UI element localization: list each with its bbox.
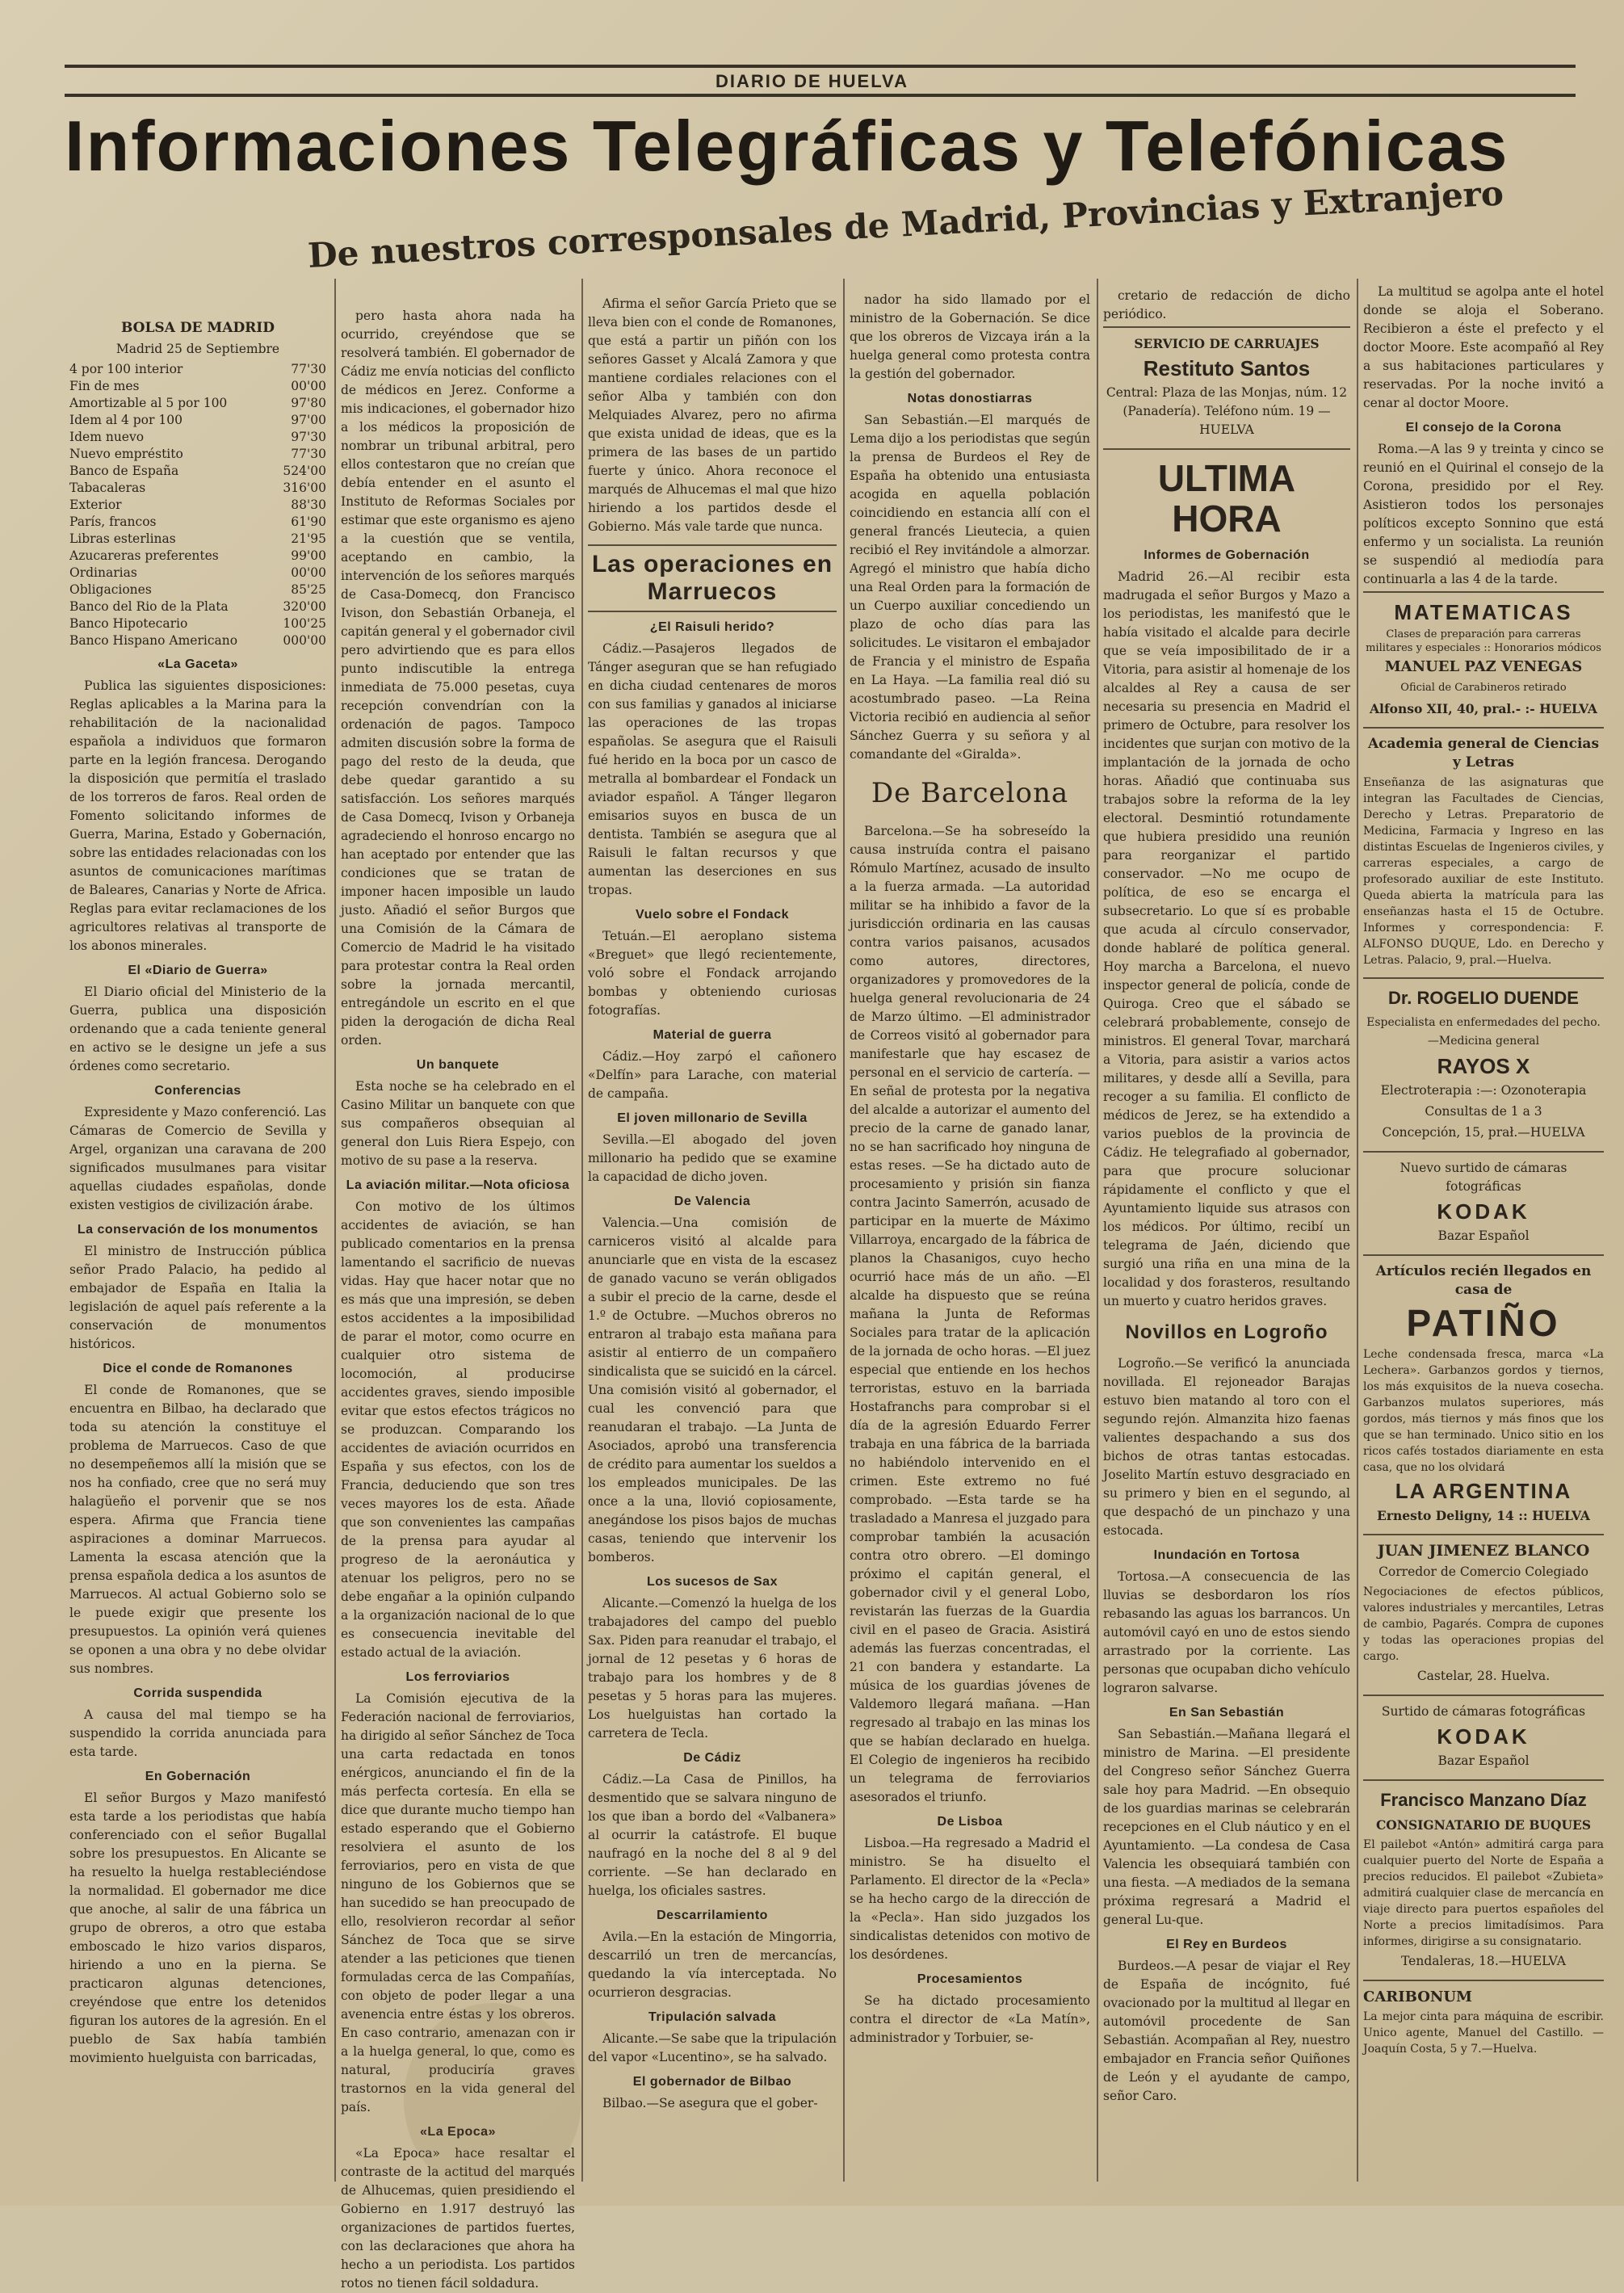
stock-name: Tabacaleras bbox=[69, 481, 146, 495]
bolsa-title: BOLSA DE MADRID bbox=[120, 320, 275, 336]
header-rule-top bbox=[65, 65, 1576, 68]
col4-intro-text: nador ha sido llamado por el ministro de la Gobernación. Se dice que los obreros de Vizcaya irán a la huelga general como protesta contra la gestión del gobernador. bbox=[850, 292, 1090, 381]
stock-value: 88'30 bbox=[291, 498, 326, 512]
consejo-text: Roma.—A las 9 y treinta y cinco se reunió en el Quirinal el consejo de la Corona, presidido por el Rey. Asistieron todos los personajes políticos excepto Sonnino que está enfermo y un socialista. La reunión se suspendió al mediodía para continuarla a las 4 de la tarde. bbox=[1363, 442, 1604, 586]
mat-line1: Clases de preparación para carreras militares y especiales :: Honorarios módicos bbox=[1366, 628, 1601, 654]
sansebastian-text: San Sebastián.—Mañana llegará el ministro de Marina. —El presidente del Congreso señor Sánchez Guerra sale hoy para Madrid. —En obsequio de los guardias marinas se celebrarán recepciones en el Club náutico y en el Ayuntamiento. —La condesa de Casa Valencia les obsequiará también con una fiesta. —A mediados de la semana próxima regresará a Madrid el general Lu-que. bbox=[1103, 1727, 1350, 1927]
fondack-title: Vuelo sobre el Fondack bbox=[635, 908, 789, 922]
barcelona-text: Barcelona.—Se ha sobreseído la causa instruída contra el paisano Rómulo Martínez, acusado de insulto a la fuerza armada. —La autoridad militar se ha inhibido a favor de la jurisdicción ordinaria en las causas contra varios paisanos, acusados como autores, directores, organizadores y promovedores de la huelga general revolucionaria de 24 de Marzo último. —El administrador de Correos visitó al gobernador para manifestarle que hay escasez de personal en el servicio de cartería. —En señal de protesta por la negativa del alcalde a autorizar el aumento del precio de la carne de ganado lanar, no se han sacrificado hoy ninguna de estas reses. —Se ha dictado auto de procesamiento y prisión sin fianza contra Jacinto Samerrón, acusado de participar en la muerte de Máximo Villarroya, encargado de la fábrica de planos la Chasanigos, cuyo hecho ocurrió hace más de un año. —El alcalde ha dispuesto que se reúna mañana la Junta de Reformas Sociales para tratar de la aplicación de la jornada de ocho horas. —El juez especial que entiende en los hechos terroristas, estuvo en la barriada Hostafranchs para comprobar si el día de la agresión Eduardo Ferrer trabaja en una fábrica de la barriada no habiéndolo intervenido en el crimen. Este extremo no fué comprobado. —Esta tarde se ha trasladado a Manresa el juzgado para comprobar también la acusación contra otro obrero. —El domingo próximo el capitán general, el gobernador civil y el general Lobo, revistarán las fuerzas de la Guardia civil en el paseo de Gracia. Asistirá además las fuerzas concentradas, el 21 con bandera y estandarte. La música de los guardias jóvenes de Valdemoro llegará mañana. —Han regresado al trabajo en las minas los que se habían declarado en huelga. El Colegio de ingenieros ha recibido un telegrama de ferroviarios asesorados el triunfo. bbox=[850, 824, 1090, 1804]
stock-name: Libras esterlinas bbox=[69, 531, 176, 546]
stock-name: Banco del Rio de la Plata bbox=[69, 599, 229, 614]
stock-row bbox=[69, 582, 326, 598]
mat-address: Alfonso XII, 40, pral.- :- HUELVA bbox=[1370, 701, 1597, 716]
column-5 bbox=[1103, 287, 1350, 2177]
gobernacion-text: El señor Burgos y Mazo manifestó esta tarde a los periodistas que había conferenciado con el señor Bugallal sobre los presupuestos. En Alicante se ha resuelto la huelga restableciéndose la normalidad. El gobernador me dice que anoche, al salir de una fábrica un grupo de obreros, a otro que estaba emboscado le hizo varios disparos, hiriendo a uno en la pierna. Se practicaron algunas detenciones, creyéndose que entre los detenidos figuran los autores de la agresión. En el pueblo de Sax había también movimiento huelguista con barricadas, bbox=[69, 1791, 326, 2065]
stock-value: 97'30 bbox=[291, 430, 326, 444]
carruajes-name: Restituto Santos bbox=[1143, 356, 1311, 380]
manzano-ad bbox=[1363, 1779, 1604, 1980]
column-3 bbox=[588, 295, 837, 2177]
novillos-text: Logroño.—Se verificó la anunciada novillada. El rejoneador Barajas estuvo bien matando al toro con el segundo rejón. Almanzita hizo faenas valientes despachando a sus dos bichos de otras tantas estocadas. Joselito Martín estuvo desgraciado en su primero y bien en el segundo, al que despachó de un pinchazo y una estocada. bbox=[1103, 1356, 1350, 1538]
stock-row bbox=[69, 378, 326, 395]
stock-row bbox=[69, 412, 326, 429]
donostiarras-title: Notas donostiarras bbox=[907, 392, 1033, 405]
kodak2-brand: KODAK bbox=[1437, 1724, 1530, 1749]
jimenez-text: Negociaciones de efectos públicos, valores industriales y mercantiles, Letras de cambio, Pagarés. Compra de cupones y todas las operaciones propias del cargo. bbox=[1363, 1585, 1604, 1663]
column-4 bbox=[850, 291, 1090, 2177]
bilbao-title: El gobernador de Bilbao bbox=[632, 2075, 792, 2089]
lisboa-title: De Lisboa bbox=[937, 1815, 1003, 1829]
stock-value: 524'00 bbox=[283, 464, 326, 478]
column-1 bbox=[69, 319, 326, 2177]
aviacion-text: Con motivo de los últimos accidentes de aviación, se han publicado comentarios en la prensa lamentando el sacrificio de nuevas vidas. Hay que hacer notar que no es más que una impresión, se deben estos accidentes a la imposibilidad de parar el motor, como ocurre en cualquier otro sistema de locomoción, al producirse accidentes graves, siendo imposible evitar que estos efectos trágicos no se produzcan. Comparando los accidentes de aviación ocurridos en España y sus efectos, con los de Francia, deduciendo que son tres veces mayores los de esta. Añade que son convenientes las campañas de la prensa para ayudar al progreso de la aeronáutica y atenuar los peligros, pero no se debe engañar a la opinión culpando a la organización nacional de lo que es consecuencia inevitable del estado actual de la aviación. bbox=[341, 1199, 575, 1660]
kodak2-line2: Bazar Español bbox=[1437, 1753, 1530, 1768]
kodak1-brand: KODAK bbox=[1437, 1199, 1530, 1224]
barcelona-title: De Barcelona bbox=[871, 777, 1069, 809]
epoca-title: «La Epoca» bbox=[420, 2125, 496, 2139]
gaceta-title: «La Gaceta» bbox=[157, 657, 238, 671]
carruajes-text: Central: Plaza de las Monjas, núm. 12 (Panadería). Teléfono núm. 19 — HUELVA bbox=[1106, 385, 1348, 437]
cadiz-text: Cádiz.—La Casa de Pinillos, ha desmentido que se salvara ninguno de los que iban a bordo del «Valbanera» al ocurrir la catástrofe. El buque naufragó en la noche del 8 al 9 del corriente. —Se han declarado en huelga, los oficiales sastres. bbox=[588, 1772, 837, 1898]
academia-ad bbox=[1363, 727, 1604, 977]
gobernacion-title: En Gobernación bbox=[145, 1770, 251, 1783]
conferencias-text: Expresidente y Mazo conferenció. Las Cámaras de Comercio de Sevilla y Argel, organizan una caravana de 200 significados musulmanes para visitar aquellas ciudades españolas, donde existen vestigios de civilización árabe. bbox=[69, 1105, 326, 1212]
monumentos-title: La conservación de los monumentos bbox=[77, 1223, 319, 1237]
stock-value: 99'00 bbox=[291, 548, 326, 563]
stock-row bbox=[69, 446, 326, 463]
kodak-ad-1 bbox=[1363, 1151, 1604, 1254]
stock-name: París, francos bbox=[69, 514, 157, 529]
stock-value: 100'25 bbox=[283, 616, 326, 631]
academia-title: Academia general de Ciencias y Letras bbox=[1367, 736, 1600, 771]
stock-value: 320'00 bbox=[283, 599, 326, 614]
header-rule-bottom bbox=[65, 94, 1576, 97]
bilbao-text: Bilbao.—Se asegura que el gober- bbox=[602, 2096, 818, 2110]
material-title: Material de guerra bbox=[653, 1028, 772, 1042]
corrida-title: Corrida suspendida bbox=[133, 1686, 262, 1700]
stock-row bbox=[69, 429, 326, 446]
column-rule bbox=[1097, 279, 1098, 2182]
stock-value: 00'00 bbox=[291, 379, 326, 393]
descarrilamiento-title: Descarrilamiento bbox=[657, 1909, 768, 1922]
stock-value: 77'30 bbox=[291, 362, 326, 376]
tortosa-text: Tortosa.—A consecuencia de las lluvias se desbordaron los ríos rebasando las aguas los barrancos. Un automóvil cayó en uno de estos siendo arrastrado por la corriente. Las personas que ocupaban dicho vehículo lograron salvarse. bbox=[1103, 1569, 1350, 1695]
stock-row bbox=[69, 598, 326, 615]
jimenez-address: Castelar, 28. Huelva. bbox=[1416, 1669, 1551, 1683]
gaceta-text: Publica las siguientes disposiciones: Reglas aplicables a la Marina para la rehabilitación de la nacionalidad española a individuos que formaron parte en la legión francesa. Derogando la disposición que permitía el traslado de los torreros de faros. Real orden de Fomento solicitando informes de Guerra, Marina, Estado y Gobernación, sobre las entidades relacionadas con los asuntos de comunicaciones marítimas de Baleares, Canarias y Norte de Africa. Reglas para evitar reclamaciones de los agricultores relativas al transporte de los abonos minerales. bbox=[69, 678, 326, 953]
stock-row bbox=[69, 548, 326, 565]
romanones-text: El conde de Romanones, que se encuentra en Bilbao, ha declarado que toda su atención la constituye el problema de Marruecos. Caso de que no desempeñemos allí la misión que se nos ha confiado, cree que no será muy halagüeño el porvenir que se nos espera. Afirma que Francia tiene aspiraciones a dominar Marruecos. Lamenta la escasa atención que la prensa española dedica a los asuntos de Marruecos. Al actual Gobierno solo se le puede exigir que presente los presupuestos. La opinión verá quienes se oponen a una obra y no debe olvidar sus nombres. bbox=[69, 1383, 326, 1676]
monumentos-text: El ministro de Instrucción pública señor Prado Palacio, ha pedido al embajador de España en Italia la legislación de aquel país referente a la conservación de monumentos históricos. bbox=[69, 1244, 326, 1351]
fondack-text: Tetuán.—El aeroplano sistema «Breguet» que llegó recientemente, voló sobre el Fondack arrojando bombas y obteniendo curiosas fotografías. bbox=[588, 929, 837, 1018]
mat-name: MANUEL PAZ VENEGAS bbox=[1384, 658, 1583, 675]
tripulacion-title: Tripulación salvada bbox=[648, 2010, 776, 2024]
stock-value: 97'80 bbox=[291, 396, 326, 410]
stock-name: 4 por 100 interior bbox=[69, 362, 183, 376]
manzano-text: El pailebot «Antón» admitirá carga para cualquier puerto del Norte de España a precios reducidos. El pailebot «Zubieta» admitirá cualquier clase de mercancía en viaje directo para puertos españoles del Norte a precios limitadísimos. Para informes, dirigirse a su consignatario. bbox=[1363, 1838, 1604, 1948]
procesamientos-text: Se ha dictado procesamiento contra el director de «La Matín», administrador y Torbuier, se- bbox=[850, 1993, 1090, 2045]
stock-name: Banco Hispano Americano bbox=[69, 633, 238, 648]
stock-value: 97'00 bbox=[291, 413, 326, 427]
conferencias-title: Conferencias bbox=[154, 1084, 241, 1098]
column-2 bbox=[341, 307, 575, 2291]
gob-title: Informes de Gobernación bbox=[1144, 548, 1310, 562]
kodak2-line1: Surtido de cámaras fotográficas bbox=[1381, 1704, 1586, 1719]
page-subtitle: De nuestros corresponsales de Madrid, Provincias y Extranjero bbox=[307, 173, 1505, 275]
guerra-text: El Diario oficial del Ministerio de la Guerra, publica una disposición ordenando que a cada teniente general en activo se le designe un jefe a sus órdenes como secretario. bbox=[69, 985, 326, 1073]
tortosa-title: Inundación en Tortosa bbox=[1153, 1548, 1300, 1562]
stock-value: 00'00 bbox=[291, 565, 326, 580]
patino-address: Ernesto Deligny, 14 :: HUELVA bbox=[1377, 1508, 1590, 1523]
aviacion-title: La aviación militar.—Nota oficiosa bbox=[346, 1178, 570, 1192]
epoca-text: «La Epoca» hace resaltar el contraste de la actitud del marqués de Alhucemas, quien presidiendo el Gobierno en 1.917 destruyó las organizaciones de partidos fuertes, con las declaraciones que ahora ha hecho a un periodista. Los partidos rotos no tienen fácil soldadura. bbox=[341, 2146, 575, 2291]
column-6 bbox=[1363, 283, 1604, 2177]
rogelio-title: Dr. ROGELIO DUENDE bbox=[1388, 988, 1579, 1008]
burdeos-title: El Rey en Burdeos bbox=[1166, 1938, 1287, 1951]
stock-name: Idem nuevo bbox=[69, 430, 145, 444]
carruajes-title: SERVICIO DE CARRUAJES bbox=[1134, 336, 1320, 351]
valencia-title: De Valencia bbox=[674, 1195, 751, 1208]
sax-title: Los sucesos de Sax bbox=[647, 1575, 778, 1589]
stock-list bbox=[69, 361, 326, 649]
cadiz-title: De Cádiz bbox=[683, 1751, 741, 1765]
stock-name: Obligaciones bbox=[69, 582, 152, 597]
stock-row bbox=[69, 395, 326, 412]
ultima-hora-title: ULTIMA HORA bbox=[1157, 457, 1296, 540]
jimenez-line1: Corredor de Comercio Colegiado bbox=[1379, 1564, 1588, 1579]
jimenez-name: JUAN JIMENEZ BLANCO bbox=[1377, 1542, 1590, 1560]
stock-value: 21'95 bbox=[291, 531, 326, 546]
rogelio-line3: Consultas de 1 a 3 bbox=[1425, 1104, 1542, 1119]
column-rule bbox=[1357, 279, 1358, 2182]
rogelio-address: Concepción, 15, prał.—HUELVA bbox=[1382, 1125, 1585, 1140]
column-rule bbox=[334, 279, 336, 2182]
manzano-name: Francisco Manzano Díaz bbox=[1380, 1790, 1587, 1810]
procesamientos-title: Procesamientos bbox=[917, 1972, 1023, 1986]
corrida-text: A causa del mal tiempo se ha suspendido la corrida anunciada para esta tarde. bbox=[69, 1707, 326, 1759]
stock-name: Fin de mes bbox=[69, 379, 140, 393]
caribonum-ad bbox=[1363, 1980, 1604, 2066]
carruajes-ad bbox=[1103, 326, 1350, 450]
stock-row bbox=[69, 615, 326, 632]
stock-row bbox=[69, 531, 326, 548]
ferroviarios-title: Los ferroviarios bbox=[405, 1670, 510, 1684]
marruecos-title: Las operaciones en Marruecos bbox=[588, 544, 837, 612]
column-rule bbox=[843, 279, 845, 2182]
raisuli-text: Cádiz.—Pasajeros llegados de Tánger aseguran que se han refugiado en dicha ciudad centenares de moros con sus familias y ganados al iniciarse las operaciones de las tropas españolas. Se asegura que el Raisuli fué herido en la boca por un casco de metralla al bombardear el Fondack un aviador español. A Tánger llegaron emisarios suyos en busca de un dentista. También se asegura que al Raisuli le faltan recursos y que aumentan las deserciones en sus tropas. bbox=[588, 641, 837, 897]
descarrilamiento-text: Avila.—En la estación de Mingorria, descarriló un tren de mercancías, quedando la vía interceptada. No ocurrieron desgracias. bbox=[588, 1930, 837, 2000]
patino-text: Leche condensada fresca, marca «La Lechera». Garbanzos gordos y tiernos, los más exquisitos de la nueva cosecha. Garbanzos mulatos superiores, más gordos, más tiernos y más finos que los que se han terminado. Unico sitio en los ricos cafés tostados diariamente en esta casa, que no los olvidará bbox=[1363, 1348, 1604, 1474]
tripulacion-text: Alicante.—Se sabe que la tripulación del vapor «Lucentino», se ha salvado. bbox=[588, 2031, 837, 2064]
gob-text: Madrid 26.—Al recibir esta madrugada el señor Burgos y Mazo a los periodistas, les manifestó que le había visitado el alcalde para decirle que se veía imposibilitado de ir a Vitoria, para asistir al homenaje de los alcaldes al Rey a causa de ser necesaria su presencia en Madrid el primero de Octubre, para resolver los incidentes que surjan con motivo de la implantación de la jornada de ocho horas. Añadió que continuaba sus trabajos sobre la reforma de la ley electoral. Desmintió rotundamente que hubiera presidido una reunión para reorganizar el partido conservador. —No me ocupo de política, de eso se encarga el subsecretario. Lo que sí es probable que acuda al círculo conservador, donde hablaré de política general. Hoy marcha a Barcelona, el nuevo inspector general de policía, conde de Quiroga. Creo que el sábado se celebrará probablemente, consejo de ministros. El general Tovar, marchará a Vitoria, para asistir a varios actos militares, y desde allí a Sevilla, para recoger a su familia. El conflicto de médicos de Jerez, se ha extendido a varios pueblos de la provincia de Cádiz. He telegrafiado al gobernador, para que procure solucionar rápidamente el conflicto y que el Ayuntamiento liquide sus atrasos con los médicos. Por último, recibí un telegrama de Jaén, diciendo que surgió una riña en una mina de la localidad y dos forasteros, resultando un muerto y cuatro heridos graves. bbox=[1103, 569, 1350, 1308]
stock-name: Exterior bbox=[69, 498, 122, 512]
stock-row bbox=[69, 480, 326, 497]
patino-ad bbox=[1363, 1254, 1604, 1534]
rogelio-line1: Especialista en enfermedades del pecho.—Medicina general bbox=[1366, 1016, 1601, 1048]
millonario-text: Sevilla.—El abogado del joven millonario ha pedido que se examine la capacidad de dicho joven. bbox=[588, 1132, 837, 1184]
mat-line2: Oficial de Carabineros retirado bbox=[1400, 682, 1567, 694]
banquete-text: Esta noche se ha celebrado en el Casino Militar un banquete con que sus compañeros obsequian al general don Luis Riera Espejo, con motivo de su pase a la reserva. bbox=[341, 1079, 575, 1168]
stock-name: Nuevo empréstito bbox=[69, 447, 183, 461]
donostiarras-text: San Sebastián.—El marqués de Lema dijo a los periodistas que según la prensa de Burdeos el Rey de España ha obtenido una entusiasta acogida en aquella población coincidiendo en estancia allí con el general francés Lieutecia, a quien recibió el Rey invitándole a almorzar. Agregó el ministro que había dicho una Real Orden para la formación de un Cuerpo auxiliar concediendo un plazo de ocho días para las solicitudes. Le visitaron el embajador de Francia y el ministro de España en La Haya. —La familia real dió su acostumbrado paseo. —La Reina Victoria recibió en audiencia al señor Sánchez Guerra y su señora y al comandante del «Giralda». bbox=[850, 413, 1090, 762]
stock-name: Amortizable al 5 por 100 bbox=[69, 396, 228, 410]
patino-line1: Artículos recién llegados en casa de bbox=[1375, 1263, 1592, 1298]
kodak1-line1: Nuevo surtido de cámaras fotográficas bbox=[1399, 1161, 1567, 1194]
rogelio-line2: Electroterapia :—: Ozonoterapia bbox=[1380, 1083, 1587, 1098]
valencia-text: Valencia.—Una comisión de carniceros visitó al alcalde para anunciarle que en vista de la escasez de ganado vacuno se verán obligados a subir el precio de la carne, desde el 1.º de Octubre. —Muchos obreros no entraron al trabajo esta mañana para asistir al entierro de un compañero sindicalista que se suicidó en la cárcel. Una comisión visitó al gobernador, el cual les convenció para que reanudaran el trabajo. —La Junta de Asociados, aprobó una transferencia de crédito para aumentar los sueldos a los empleados municipales. De las once a la una, llovió copiosamente, anegándose los pisos bajos de muchas casas, teniendo que intervenir los bomberos. bbox=[588, 1216, 837, 1564]
stock-name: Banco Hipotecario bbox=[69, 616, 188, 631]
ferroviarios-text: La Comisión ejecutiva de la Federación nacional de ferroviarios, ha dirigido al señor Sánchez de Toca una carta redactada en tonos enérgicos, anunciando el fin de la más perfecta cortesía. En ella se dice que durante mucho tiempo han estado esperando que el Gobierno resolviera el asunto de los ferroviarios, pero en vista de que ninguno de los Gobiernos que se han sucedido se han preocupado de ello, resolvieron recordar al señor Sánchez de Toca que se sirve atender a las peticiones que tienen formuladas cerca de las Compañías, con objeto de poder llegar a una avenencia entre éstas y los obreros. En caso contrario, amenazan con ir a la huelga general, lo que, como es natural, produciría graves trastornos en la vida general del país. bbox=[341, 1691, 575, 2115]
romanones-title: Dice el conde de Romanones bbox=[103, 1362, 293, 1375]
stock-value: 85'25 bbox=[291, 582, 326, 597]
burdeos-text: Burdeos.—A pesar de viajar el Rey de España de incógnito, fué ovacionado por la multitud al llegar en automóvil procedente de San Sebastián. Acompañan al Rey, nuestro embajador en Francia señor Quiñones de León y el ayudante de campo, señor Caro. bbox=[1103, 1959, 1350, 2103]
col2-intro-text: pero hasta ahora nada ha ocurrido, creyéndose que se resolverá también. El gobernador de Cádiz me envía noticias del conflicto de médicos en Jerez. Conforme a mis indicaciones, el gobernador hizo a los médicos la proposición de nombrar un tribunal arbitral, pero ellos contestaron que no creían que debía entender en el asunto el Instituto de Reformas Sociales por estimar que este organismo es ajeno a la cuestión que se ventila, aceptando en cambio, la intervención de los señores marqués de Casa-Domecq, don Francisco Ivison, don Sebastián Orbaneja, el capitán general y el gobernador civil pero advirtiendo que es para ellos punto indiscutible la entrega inmediata de 75.000 pesetas, cuya recepción convendrían con la ordenación de pagos. Tampoco admiten discusión sobre la forma de pago del resto de la deuda, que debe quedar garantido a su satisfacción. Los señores marqués de Casa Domecq, Ivison y Orbaneja agradeciendo el honroso encargo no han aceptado por entender que las condiciones que se tratan de imponer hacen imposible un laudo justo. Añadió el señor Burgos que una Comisión de la Cámara de Comercio de Madrid le ha visitado para protestar contra la Real orden sobre la jornada mercantil, entregándole un escrito en el que piden la derogación de dicha Real orden. bbox=[341, 309, 575, 1048]
academia-text: Enseñanza de las asignaturas que integran las Facultades de Ciencias, Derecho y Letras. Preparatorio de Medicina, Farmacia y Ingreso en las distintas Escuelas de Ingenieros civiles, y carreras especiales, a cargo de profesorado auxiliar de este Instituto. Queda abierta la matrícula para las enseñanzas hasta el 15 de Octubre. Informes y correspondencia: F. ALFONSO DUQUE, Ldo. en Derecho y Letras. Palacio, 9, pral.—Huelva. bbox=[1363, 776, 1604, 967]
manzano-line1: CONSIGNATARIO DE BUQUES bbox=[1375, 1817, 1592, 1833]
lisboa-text: Lisboa.—Ha regresado a Madrid el ministro. Se ha disuelto el Parlamento. El director de la «Pecla» se ha hecho cargo de la dirección de la «Pecla». Han sido juzgados los sindicalistas detenidos con motivo de los desórdenes. bbox=[850, 1836, 1090, 1962]
stock-row bbox=[69, 514, 326, 531]
stock-name: Idem al 4 por 100 bbox=[69, 413, 183, 427]
consejo-title: El consejo de la Corona bbox=[1405, 421, 1562, 435]
col3-intro-text: Afirma el señor García Prieto que se lleva bien con el conde de Romanones, que está a partir un piñón con los señores Gasset y Alcalá Zamora y que mantiene cordiales relaciones con el señor Alba y también con don Melquiades Alvarez, pero no afirma que exista unidad de ideas, que es la primera de las bases de un partido fuerte y único. Ahora reconoce el marqués de Alhucemas el mal que hizo hiriendo a los partidos desde el Gobierno. Más vale tarde que nunca. bbox=[588, 296, 837, 534]
stock-name: Azucareras preferentes bbox=[69, 548, 219, 563]
caribonum-title: CARIBONUM bbox=[1363, 1989, 1472, 2005]
caribonum-text: La mejor cinta para máquina de escribir. Unico agente, Manuel del Castillo. —Joaquín Costa, 5 y 7.—Huelva. bbox=[1363, 2010, 1604, 2056]
manzano-address: Tendaleras, 18.—HUELVA bbox=[1401, 1954, 1566, 1968]
material-text: Cádiz.—Hoy zarpó el cañonero «Delfín» para Larache, con material de campaña. bbox=[588, 1049, 837, 1101]
stock-row bbox=[69, 463, 326, 480]
rogelio-ad bbox=[1363, 977, 1604, 1151]
stock-name: Ordinarias bbox=[69, 565, 137, 580]
guerra-title: El «Diario de Guerra» bbox=[128, 964, 268, 977]
stock-value: 000'00 bbox=[283, 633, 326, 648]
col5-intro-text: cretario de redacción de dicho periódico. bbox=[1103, 288, 1350, 321]
kodak-ad-2 bbox=[1363, 1695, 1604, 1779]
paper-name: DIARIO DE HUELVA bbox=[715, 71, 909, 91]
stock-row bbox=[69, 632, 326, 649]
page-title: Informaciones Telegráficas y Telefónicas bbox=[65, 106, 1509, 186]
stock-row bbox=[69, 361, 326, 378]
col6-intro-text: La multitud se agolpa ante el hotel donde se aloja el Soberano. Recibieron a éste el prefecto y el doctor Moore. Este acompañó al Rey a sus habitaciones particulares y reservadas. Por la noche invitó a cenar al doctor Moore. bbox=[1363, 284, 1604, 410]
kodak1-line2: Bazar Español bbox=[1437, 1228, 1530, 1243]
stock-value: 316'00 bbox=[283, 481, 326, 495]
jimenez-ad bbox=[1363, 1534, 1604, 1695]
paper-stain bbox=[404, 2003, 581, 2197]
stock-value: 61'90 bbox=[291, 514, 326, 529]
stock-row bbox=[69, 565, 326, 582]
bolsa-date: Madrid 25 de Septiembre bbox=[115, 342, 280, 356]
millonario-title: El joven millonario de Sevilla bbox=[617, 1111, 808, 1125]
banquete-title: Un banquete bbox=[416, 1058, 500, 1072]
matematicas-ad bbox=[1363, 591, 1604, 727]
raisuli-title: ¿El Raisuli herido? bbox=[649, 620, 775, 634]
patino-shop: LA ARGENTINA bbox=[1395, 1479, 1572, 1503]
novillos-title: Novillos en Logroño bbox=[1125, 1321, 1328, 1343]
mat-title: MATEMATICAS bbox=[1394, 600, 1573, 624]
patino-brand: PATIÑO bbox=[1406, 1302, 1561, 1344]
stock-value: 77'30 bbox=[291, 447, 326, 461]
sansebastian-title: En San Sebastián bbox=[1169, 1706, 1285, 1720]
rogelio-rayos: RAYOS X bbox=[1437, 1054, 1530, 1078]
stock-name: Banco de España bbox=[69, 464, 179, 478]
sax-text: Alicante.—Comenzó la huelga de los trabajadores del campo del pueblo Sax. Piden para reanudar el trabajo, el jornal de 12 pesetas y 6 horas de trabajo para los hombres y de 8 pesetas y 5 horas para las mujeres. Los huelguistas han cortado la carretera de Tecla. bbox=[588, 1596, 837, 1741]
column-rule bbox=[581, 279, 583, 2182]
stock-row bbox=[69, 497, 326, 514]
